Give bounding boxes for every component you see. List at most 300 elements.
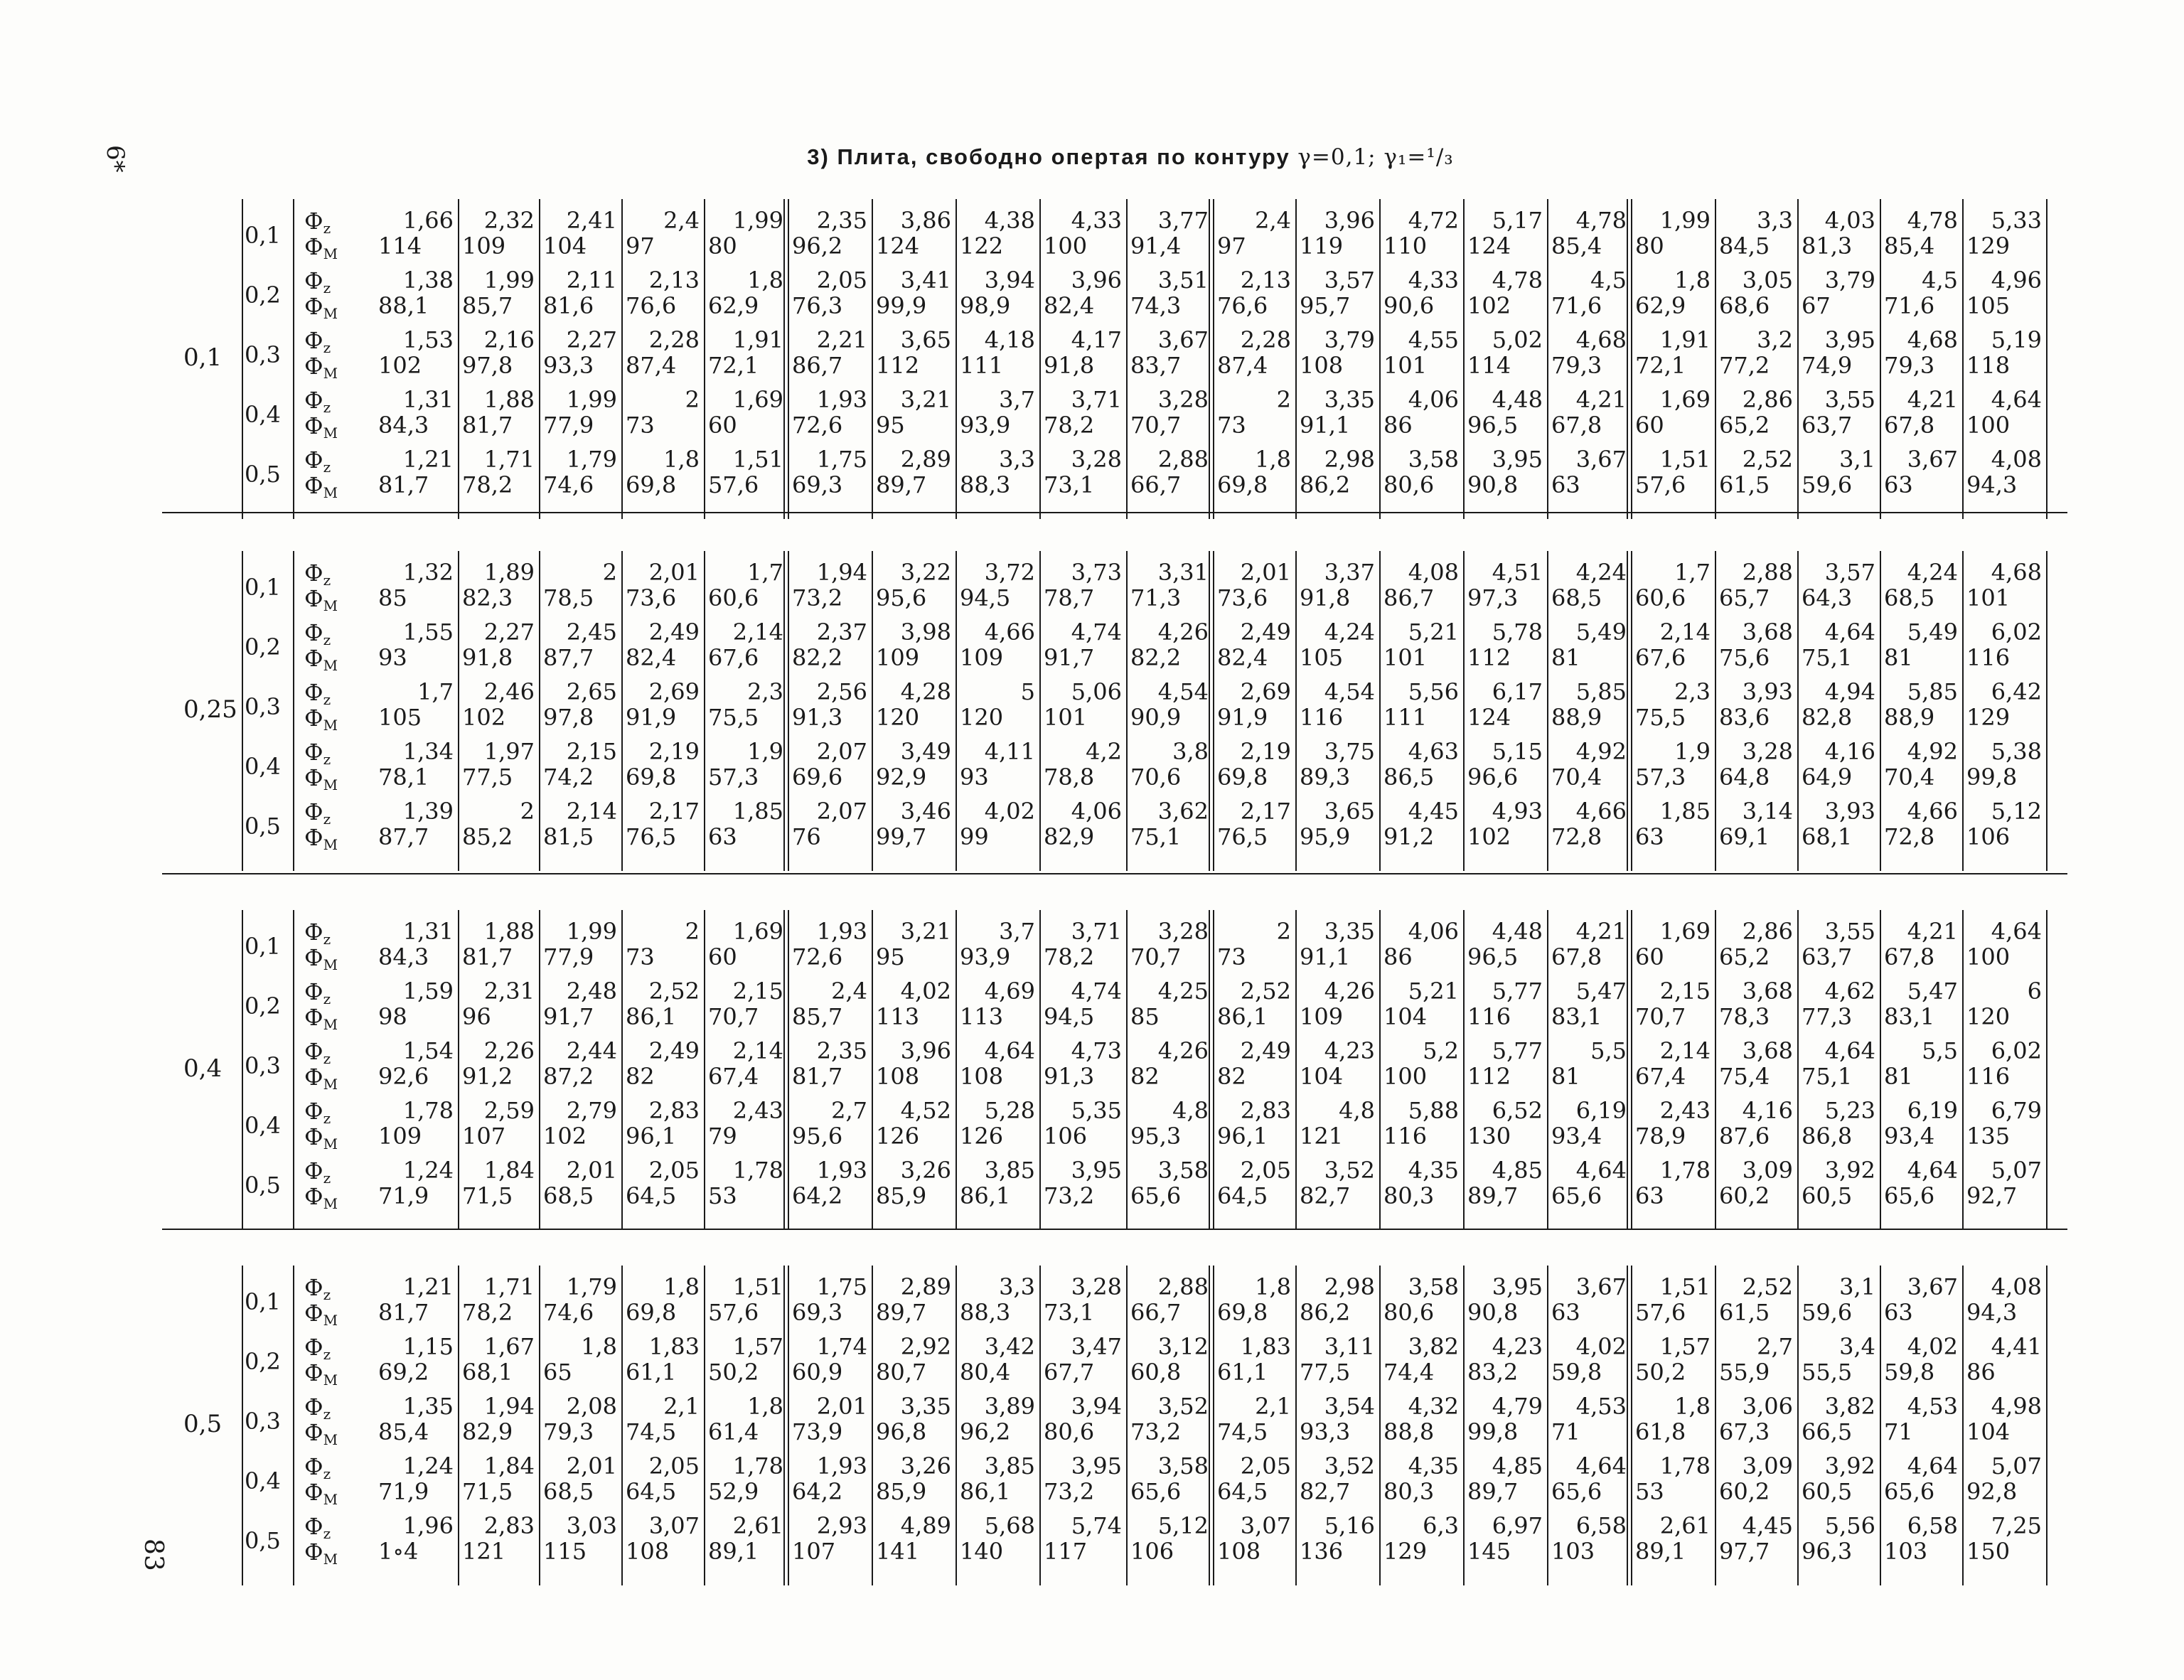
cell-phi-z: 4,66 xyxy=(1575,798,1627,825)
column-rule xyxy=(539,199,540,519)
cell-phi-m: 99,8 xyxy=(1966,764,2018,791)
cell-phi-m: 60,5 xyxy=(1802,1182,1853,1209)
cell-phi-z: 3,07 xyxy=(1240,1512,1291,1539)
cell-phi-z: 1,69 xyxy=(1659,918,1711,945)
cell-phi-z: 2,83 xyxy=(648,1097,700,1124)
cell-phi-m: 78,2 xyxy=(462,1299,513,1326)
cell-phi-z: 4,03 xyxy=(1824,207,1875,234)
cell-phi-z: 1,93 xyxy=(816,1452,867,1480)
phi-m-label xyxy=(304,412,338,442)
cell-phi-m: 72,6 xyxy=(792,412,843,439)
cell-phi-z: 2,7 xyxy=(1757,1333,1793,1360)
cell-phi-z: 1,53 xyxy=(402,326,454,353)
cell-phi-z: 6,58 xyxy=(1575,1512,1627,1539)
cell-phi-z: 2,07 xyxy=(816,738,867,765)
cell-phi-m: 75,5 xyxy=(1635,704,1686,731)
cell-phi-z: 5,12 xyxy=(1157,1512,1209,1539)
cell-phi-z: 5,5 xyxy=(1590,1037,1627,1064)
cell-phi-z: 2,48 xyxy=(566,978,617,1005)
cell-phi-m: 116 xyxy=(1966,644,2011,671)
column-rule xyxy=(1547,199,1548,519)
cell-phi-z: 5,56 xyxy=(1408,678,1459,705)
cell-phi-m: 55,9 xyxy=(1719,1359,1770,1386)
side-mark: 6* xyxy=(101,145,129,173)
cell-phi-m: 59,8 xyxy=(1551,1359,1602,1386)
column-rule xyxy=(1627,551,1628,871)
phi-m-label xyxy=(304,1479,338,1508)
cell-phi-z: 2,49 xyxy=(1240,1037,1291,1064)
cell-phi-m: 65 xyxy=(543,1359,572,1386)
cell-phi-m: 80,3 xyxy=(1383,1182,1435,1209)
cell-phi-z: 6,19 xyxy=(1907,1097,1958,1124)
cell-phi-m: 92,7 xyxy=(1966,1182,2018,1209)
cell-phi-m: 59,6 xyxy=(1802,471,1853,498)
column-rule xyxy=(1379,1266,1381,1585)
cell-phi-m: 87,2 xyxy=(543,1063,594,1090)
cell-phi-m: 64,5 xyxy=(626,1478,677,1505)
cell-phi-m: 80,6 xyxy=(1044,1418,1095,1445)
cell-phi-m: 110 xyxy=(1383,232,1428,260)
cell-phi-z: 1,9 xyxy=(747,738,783,765)
cell-phi-z: 3,65 xyxy=(900,326,951,353)
phi-z-symbol: Ф xyxy=(304,208,323,235)
cell-phi-m: 82 xyxy=(1130,1063,1160,1090)
cell-phi-z: 1,7 xyxy=(747,559,783,586)
phi-m-symbol: Ф xyxy=(304,353,323,380)
cell-phi-z: 5,88 xyxy=(1408,1097,1459,1124)
cell-phi-m: 109 xyxy=(462,232,506,260)
cell-phi-z: 3,22 xyxy=(900,559,951,586)
cell-phi-z: 4,21 xyxy=(1575,386,1627,413)
cell-phi-z: 3,67 xyxy=(1575,446,1627,473)
column-rule xyxy=(956,910,957,1230)
phi-m-sub: M xyxy=(323,956,338,973)
cell-phi-z: 3,07 xyxy=(648,1512,700,1539)
cell-phi-z: 3,41 xyxy=(900,267,951,294)
cell-phi-z: 1,78 xyxy=(1659,1157,1711,1184)
cell-phi-z: 2 xyxy=(1276,386,1291,413)
cell-phi-m: 53 xyxy=(1635,1478,1664,1505)
cell-phi-m: 82,4 xyxy=(1217,644,1268,671)
cell-phi-m: 88,3 xyxy=(960,1299,1011,1326)
cell-phi-m: 91,1 xyxy=(1300,943,1351,970)
cell-phi-z: 4,35 xyxy=(1408,1452,1459,1480)
cell-phi-z: 3,57 xyxy=(1824,559,1875,586)
alpha-value: 0,1 xyxy=(245,933,281,960)
column-rule xyxy=(1126,199,1128,519)
cell-phi-m: 82,9 xyxy=(462,1418,513,1445)
cell-phi-m: 93,4 xyxy=(1551,1123,1602,1150)
cell-phi-z: 2,14 xyxy=(566,798,617,825)
cell-phi-m: 75,6 xyxy=(1719,644,1770,671)
cell-phi-z: 4,08 xyxy=(1991,446,2042,473)
column-rule xyxy=(872,551,873,871)
cell-phi-m: 57,3 xyxy=(708,764,759,791)
cell-phi-m: 73 xyxy=(1217,412,1246,439)
cell-phi-z: 4,72 xyxy=(1408,207,1459,234)
phi-m-label xyxy=(304,353,338,382)
cell-phi-z: 3,42 xyxy=(984,1333,1035,1360)
phi-z-symbol: Ф xyxy=(304,1453,323,1480)
cell-phi-z: 4,74 xyxy=(1071,978,1122,1005)
column-rule xyxy=(242,1266,243,1585)
cell-phi-m: 74,5 xyxy=(626,1418,677,1445)
cell-phi-z: 1,54 xyxy=(402,1037,454,1064)
cell-phi-z: 2,16 xyxy=(483,326,535,353)
cell-phi-z: 3,55 xyxy=(1824,918,1875,945)
cell-phi-z: 2,05 xyxy=(1240,1157,1291,1184)
column-rule xyxy=(788,910,789,1230)
cell-phi-m: 64,9 xyxy=(1802,764,1853,791)
phi-z-label xyxy=(304,739,331,768)
cell-phi-m: 105 xyxy=(1966,292,2011,319)
cell-phi-m: 66,7 xyxy=(1130,1299,1182,1326)
cell-phi-m: 120 xyxy=(1966,1003,2011,1030)
cell-phi-z: 3,46 xyxy=(900,798,951,825)
column-rule xyxy=(2046,1266,2048,1585)
column-rule xyxy=(458,199,459,519)
cell-phi-z: 2,1 xyxy=(1255,1393,1291,1420)
cell-phi-m: 111 xyxy=(1383,704,1428,731)
cell-phi-z: 1,8 xyxy=(663,446,700,473)
cell-phi-z: 2,44 xyxy=(566,1037,617,1064)
cell-phi-m: 65,6 xyxy=(1130,1478,1182,1505)
cell-phi-z: 3,28 xyxy=(1742,738,1793,765)
cell-phi-z: 4,98 xyxy=(1991,1393,2042,1420)
column-rule xyxy=(1213,1266,1214,1585)
cell-phi-m: 60 xyxy=(708,943,737,970)
cell-phi-m: 102 xyxy=(378,352,422,379)
column-rule xyxy=(539,551,540,871)
cell-phi-m: 85,2 xyxy=(462,823,513,850)
phi-z-symbol: Ф xyxy=(304,978,323,1005)
cell-phi-m: 90,6 xyxy=(1383,292,1435,319)
cell-phi-m: 108 xyxy=(960,1063,1004,1090)
phi-m-symbol: Ф xyxy=(304,1064,323,1091)
alpha-value: 0,1 xyxy=(245,1288,281,1315)
cell-phi-z: 3,67 xyxy=(1575,1273,1627,1300)
cell-phi-z: 5,77 xyxy=(1492,1037,1543,1064)
cell-phi-m: 102 xyxy=(462,704,506,731)
column-rule xyxy=(783,199,785,519)
column-rule xyxy=(458,910,459,1230)
cell-phi-z: 4,11 xyxy=(984,738,1035,765)
cell-phi-m: 64,3 xyxy=(1802,584,1853,611)
cell-phi-z: 1,57 xyxy=(732,1333,783,1360)
cell-phi-z: 5,38 xyxy=(1991,738,2042,765)
cell-phi-m: 105 xyxy=(378,704,422,731)
column-rule xyxy=(1797,910,1799,1230)
cell-phi-m: 64,5 xyxy=(626,1182,677,1209)
cell-phi-z: 1,21 xyxy=(402,446,454,473)
cell-phi-m: 86,2 xyxy=(1300,1299,1351,1326)
phi-m-sub: M xyxy=(323,1551,338,1568)
cell-phi-z: 4,24 xyxy=(1907,559,1958,586)
cell-phi-m: 106 xyxy=(1966,823,2011,850)
column-rule xyxy=(783,1266,785,1585)
cell-phi-m: 67,6 xyxy=(708,644,759,671)
cell-phi-m: 106 xyxy=(1130,1538,1174,1565)
cell-phi-m: 116 xyxy=(1467,1003,1511,1030)
cell-phi-m: 64,2 xyxy=(792,1182,843,1209)
column-rule xyxy=(621,551,623,871)
cell-phi-m: 50,2 xyxy=(1635,1359,1686,1386)
column-rule xyxy=(1039,1266,1041,1585)
cell-phi-z: 3,2 xyxy=(1757,326,1793,353)
cell-phi-z: 2,98 xyxy=(1324,1273,1375,1300)
cell-phi-z: 1,84 xyxy=(483,1452,535,1480)
cell-phi-z: 2,13 xyxy=(648,267,700,294)
cell-phi-m: 91,9 xyxy=(626,704,677,731)
phi-m-sub: M xyxy=(323,1491,338,1508)
phi-m-label xyxy=(304,944,338,973)
cell-phi-m: 93,3 xyxy=(543,352,594,379)
cell-phi-m: 79,3 xyxy=(1551,352,1602,379)
cell-phi-z: 2,26 xyxy=(483,1037,535,1064)
cell-phi-z: 2 xyxy=(685,918,700,945)
cell-phi-m: 78,2 xyxy=(462,471,513,498)
cell-phi-z: 4,21 xyxy=(1907,918,1958,945)
cell-phi-z: 4,41 xyxy=(1991,1333,2042,1360)
cell-phi-z: 1,85 xyxy=(1659,798,1711,825)
cell-phi-z: 5,07 xyxy=(1991,1452,2042,1480)
cell-phi-z: 7,25 xyxy=(1991,1512,2042,1539)
cell-phi-m: 92,6 xyxy=(378,1063,429,1090)
cell-phi-z: 5,35 xyxy=(1071,1097,1122,1124)
cell-phi-z: 1,78 xyxy=(732,1452,783,1480)
alpha-value: 0,1 xyxy=(245,574,281,601)
cell-phi-m: 62,9 xyxy=(1635,292,1686,319)
cell-phi-m: 82,3 xyxy=(462,584,513,611)
cell-phi-m: 60 xyxy=(1635,943,1664,970)
cell-phi-m: 77,2 xyxy=(1719,352,1770,379)
cell-phi-z: 3,4 xyxy=(1839,1333,1875,1360)
cell-phi-m: 69,3 xyxy=(792,471,843,498)
phi-z-symbol: Ф xyxy=(304,739,323,766)
cell-phi-z: 5,47 xyxy=(1907,978,1958,1005)
cell-phi-z: 4,8 xyxy=(1339,1097,1375,1124)
cell-phi-m: 93,9 xyxy=(960,943,1011,970)
cell-phi-z: 2,52 xyxy=(1240,978,1291,1005)
cell-phi-z: 2,61 xyxy=(732,1512,783,1539)
cell-phi-z: 3,7 xyxy=(999,386,1035,413)
cell-phi-m: 113 xyxy=(960,1003,1004,1030)
cell-phi-z: 2,07 xyxy=(816,798,867,825)
cell-phi-m: 95,9 xyxy=(1300,823,1351,850)
block-separator xyxy=(162,873,2067,874)
cell-phi-m: 109 xyxy=(1300,1003,1344,1030)
cell-phi-m: 68,1 xyxy=(1802,823,1853,850)
alpha-value: 0,2 xyxy=(245,993,281,1020)
cell-phi-m: 81,7 xyxy=(462,943,513,970)
cell-phi-z: 3,82 xyxy=(1408,1333,1459,1360)
phi-z-sub: z xyxy=(323,1346,331,1363)
cell-phi-m: 82 xyxy=(626,1063,655,1090)
column-rule xyxy=(1209,199,1210,519)
column-rule xyxy=(788,199,789,519)
cell-phi-m: 73 xyxy=(626,943,655,970)
column-rule xyxy=(1547,910,1548,1230)
alpha-value: 0,2 xyxy=(245,1348,281,1375)
cell-phi-z: 5,21 xyxy=(1408,978,1459,1005)
cell-phi-m: 82,9 xyxy=(1044,823,1095,850)
cell-phi-z: 5,33 xyxy=(1991,207,2042,234)
cell-phi-z: 4,64 xyxy=(1991,386,2042,413)
cell-phi-m: 81 xyxy=(1551,1063,1580,1090)
cell-phi-m: 118 xyxy=(1966,352,2011,379)
column-rule xyxy=(1962,199,1964,519)
cell-phi-m: 64,5 xyxy=(1217,1478,1268,1505)
cell-phi-z: 2,4 xyxy=(1255,207,1291,234)
cell-phi-z: 5,85 xyxy=(1907,678,1958,705)
phi-m-sub: M xyxy=(323,657,338,674)
cell-phi-m: 94,3 xyxy=(1966,471,2018,498)
cell-phi-m: 59,8 xyxy=(1884,1359,1935,1386)
cell-phi-z: 3,94 xyxy=(984,267,1035,294)
cell-phi-m: 67,4 xyxy=(1635,1063,1686,1090)
cell-phi-m: 84,3 xyxy=(378,943,429,970)
cell-phi-z: 4,33 xyxy=(1071,207,1122,234)
phi-z-label xyxy=(304,1098,331,1127)
cell-phi-m: 106 xyxy=(1044,1123,1088,1150)
cell-phi-m: 113 xyxy=(876,1003,920,1030)
cell-phi-z: 2,89 xyxy=(900,1273,951,1300)
alpha-value: 0,2 xyxy=(245,282,281,309)
cell-phi-z: 2,89 xyxy=(900,446,951,473)
cell-phi-z: 4,64 xyxy=(1907,1157,1958,1184)
cell-phi-m: 71,6 xyxy=(1884,292,1935,319)
cell-phi-z: 3,73 xyxy=(1071,559,1122,586)
cell-phi-z: 3,37 xyxy=(1324,559,1375,586)
cell-phi-z: 2 xyxy=(685,386,700,413)
cell-phi-m: 126 xyxy=(960,1123,1004,1150)
cell-phi-m: 73,6 xyxy=(1217,584,1268,611)
column-rule xyxy=(1631,199,1632,519)
cell-phi-z: 1,67 xyxy=(483,1333,535,1360)
cell-phi-m: 57,6 xyxy=(1635,1299,1686,1326)
cell-phi-m: 63 xyxy=(708,823,737,850)
cell-phi-z: 1,15 xyxy=(402,1333,454,1360)
column-rule xyxy=(1962,551,1964,871)
phi-m-symbol: Ф xyxy=(304,412,323,439)
column-rule xyxy=(1379,551,1381,871)
phi-z-symbol: Ф xyxy=(304,619,323,646)
cell-phi-z: 6,02 xyxy=(1991,1037,2042,1064)
cell-phi-m: 60 xyxy=(1635,412,1664,439)
cell-phi-z: 3,35 xyxy=(1324,918,1375,945)
column-rule xyxy=(788,551,789,871)
cell-phi-z: 4,55 xyxy=(1408,326,1459,353)
cell-phi-z: 3,58 xyxy=(1157,1157,1209,1184)
cell-phi-z: 4,06 xyxy=(1408,386,1459,413)
phi-m-label xyxy=(304,705,338,734)
block-separator xyxy=(162,1229,2067,1230)
cell-phi-z: 3,3 xyxy=(1757,207,1793,234)
cell-phi-m: 81,7 xyxy=(462,412,513,439)
phi-m-label xyxy=(304,1123,338,1152)
cell-phi-m: 68,5 xyxy=(1884,584,1935,611)
cell-phi-z: 4,45 xyxy=(1742,1512,1793,1539)
cell-phi-m: 87,4 xyxy=(1217,352,1268,379)
phi-z-symbol: Ф xyxy=(304,1393,323,1420)
cell-phi-z: 4,21 xyxy=(1907,386,1958,413)
column-rule xyxy=(242,551,243,871)
phi-m-sub: M xyxy=(323,305,338,322)
cell-phi-m: 107 xyxy=(462,1123,506,1150)
block-separator xyxy=(162,512,2067,513)
gamma-value: 0,1 xyxy=(183,343,223,372)
cell-phi-z: 3,77 xyxy=(1157,207,1209,234)
title-text: 3) Плита, свободно опертая по контуру xyxy=(807,144,1290,169)
column-rule xyxy=(539,910,540,1230)
phi-m-label xyxy=(304,1300,338,1329)
cell-phi-z: 5,15 xyxy=(1492,738,1543,765)
cell-phi-z: 4,35 xyxy=(1408,1157,1459,1184)
cell-phi-z: 5,49 xyxy=(1575,619,1627,646)
cell-phi-m: 101 xyxy=(1383,352,1428,379)
cell-phi-z: 3,52 xyxy=(1324,1452,1375,1480)
cell-phi-m: 81,3 xyxy=(1802,232,1853,260)
cell-phi-m: 96,5 xyxy=(1467,412,1519,439)
cell-phi-z: 3,3 xyxy=(999,1273,1035,1300)
cell-phi-z: 3,31 xyxy=(1157,559,1209,586)
cell-phi-m: 73,6 xyxy=(626,584,677,611)
cell-phi-m: 65,6 xyxy=(1551,1182,1602,1209)
cell-phi-z: 1,99 xyxy=(732,207,783,234)
cell-phi-m: 79,3 xyxy=(543,1418,594,1445)
cell-phi-z: 3,65 xyxy=(1324,798,1375,825)
phi-z-symbol: Ф xyxy=(304,798,323,825)
phi-z-sub: z xyxy=(323,931,331,948)
cell-phi-z: 3,62 xyxy=(1157,798,1209,825)
cell-phi-m: 81 xyxy=(1884,1063,1913,1090)
cell-phi-m: 115 xyxy=(543,1538,587,1565)
cell-phi-z: 3,26 xyxy=(900,1452,951,1480)
cell-phi-m: 100 xyxy=(1383,1063,1428,1090)
column-rule xyxy=(704,1266,705,1585)
phi-m-sub: M xyxy=(323,365,338,382)
cell-phi-m: 140 xyxy=(960,1538,1004,1565)
cell-phi-m: 57,3 xyxy=(1635,764,1686,791)
alpha-value: 0,4 xyxy=(245,1467,281,1494)
cell-phi-z: 1,8 xyxy=(581,1333,617,1360)
cell-phi-m: 116 xyxy=(1300,704,1344,731)
cell-phi-z: 5,16 xyxy=(1324,1512,1375,1539)
cell-phi-z: 5,77 xyxy=(1492,978,1543,1005)
column-rule xyxy=(242,910,243,1230)
cell-phi-z: 4,66 xyxy=(1907,798,1958,825)
phi-z-label xyxy=(304,387,331,416)
cell-phi-m: 84,3 xyxy=(378,412,429,439)
cell-phi-m: 52,9 xyxy=(708,1478,759,1505)
phi-m-symbol: Ф xyxy=(304,1479,323,1506)
alpha-value: 0,5 xyxy=(245,461,281,488)
column-rule xyxy=(458,551,459,871)
cell-phi-z: 3,71 xyxy=(1071,386,1122,413)
cell-phi-m: 67,6 xyxy=(1635,644,1686,671)
cell-phi-m: 71,9 xyxy=(378,1478,429,1505)
cell-phi-m: 80,6 xyxy=(1383,1299,1435,1326)
cell-phi-m: 89,1 xyxy=(1635,1538,1686,1565)
gamma-value: 0,4 xyxy=(183,1054,223,1083)
cell-phi-z: 3,95 xyxy=(1492,1273,1543,1300)
phi-z-symbol: Ф xyxy=(304,387,323,414)
cell-phi-z: 2,19 xyxy=(648,738,700,765)
cell-phi-m: 81,6 xyxy=(543,292,594,319)
cell-phi-z: 5,17 xyxy=(1492,207,1543,234)
cell-phi-z: 3,35 xyxy=(1324,386,1375,413)
cell-phi-z: 1,75 xyxy=(816,1273,867,1300)
